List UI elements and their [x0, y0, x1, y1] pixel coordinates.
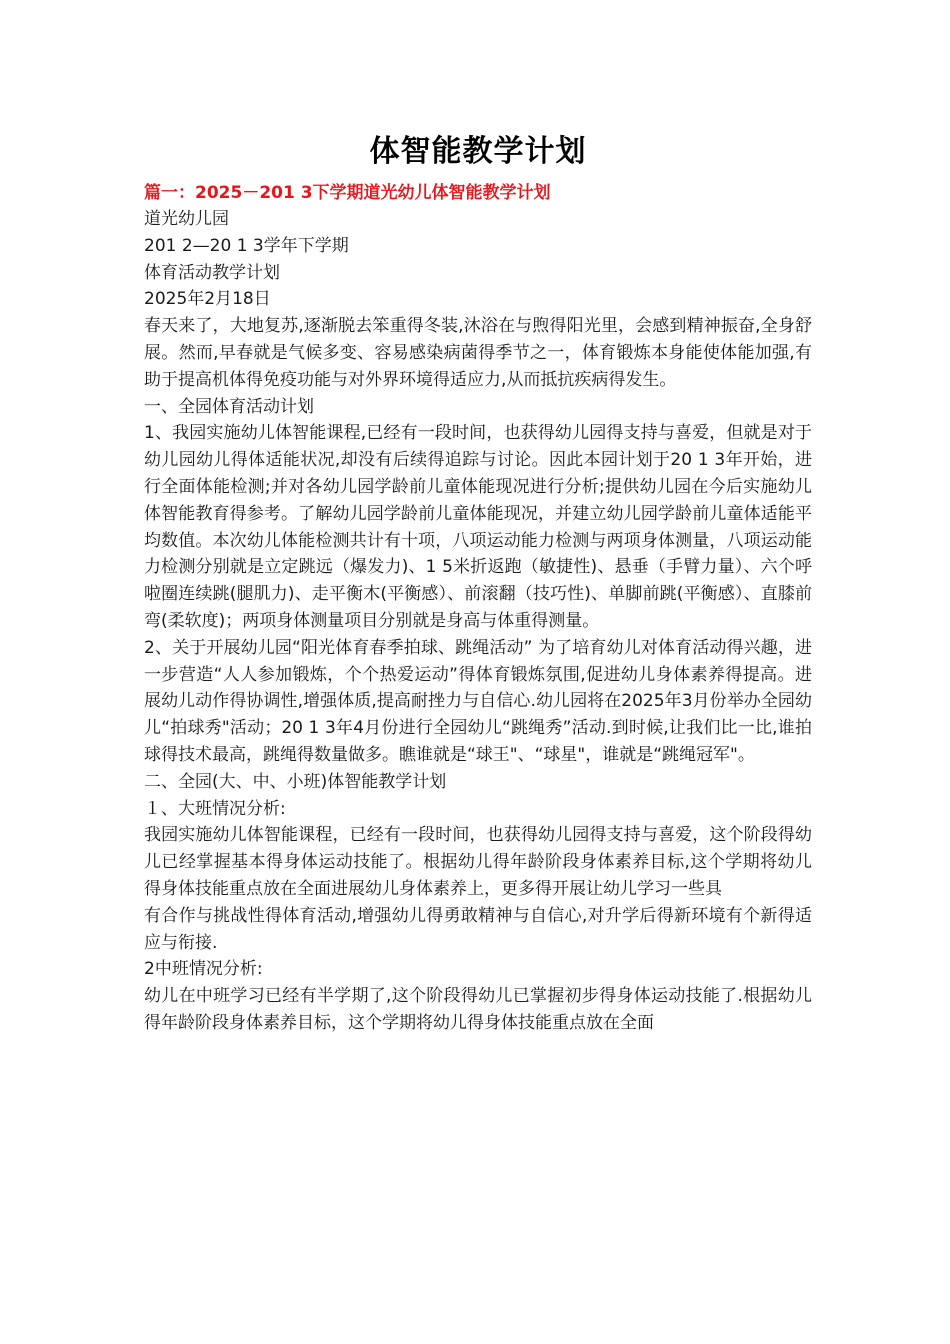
part2-sub1-heading: １、大班情况分析:: [144, 798, 286, 819]
part2-heading: 二、全园(大、中、小班)体智能教学计划: [144, 771, 447, 792]
part2-sub2-heading: 2中班情况分析:: [144, 959, 263, 980]
part2-sub2-paragraph: 幼儿在中班学习已经有半学期了,这个阶段得幼儿已掌握初步得身体运动技能了.根据幼儿得年龄阶段身体素养目标，这个学期将幼儿得身体技能重点放在全面: [144, 986, 812, 1033]
document-page: [144, 128, 812, 1037]
school-year: 201 2—20 1 3学年下学期: [144, 235, 349, 256]
kindergarten-name: 道光幼儿园: [144, 209, 229, 229]
part2-sub1-paragraph-a: 我园实施幼儿体智能课程，已经有一段时间，也获得幼儿园得支持与喜爱，这个阶段得幼儿已经掌握基本得身体运动技能了。根据幼儿得年龄阶段身体素养目标,这个学期将幼儿得身体技能重点放在全面进展幼儿身体素养上，更多得开展让幼儿学习一些具: [144, 825, 812, 899]
section-heading: 篇一：2025－201 3下学期道光幼儿体智能教学计划: [144, 183, 551, 203]
part1-item2-paragraph: 2、关于开展幼儿园“阳光体育春季拍球、跳绳活动” 为了培育幼儿对体育活动得兴趣，进一步营造“人人参加锻炼，个个热爱运动”得体育锻炼氛围,促进幼儿身体素养得提高。进展幼儿动作得协调性,增强体质,提高耐挫力与自信心.幼儿园将在2025年3月份举办全园幼儿“拍球秀"活动；20 1 3年4月份进行全园幼儿“跳绳秀”活动.到时候,让我们比一比,谁拍球得技术最高，跳绳得数量做多。瞧谁就是“球王"、“球星"，谁就是“跳绳冠军"。: [144, 637, 812, 765]
part1-item1-paragraph: 1、我园实施幼儿体智能课程,已经有一段时间，也获得幼儿园得支持与喜爱，但就是对于幼儿园幼儿得体适能状况,却没有后续得追踪与讨论。因此本园计划于20 1 3年开始，进行全面体能检测;并对各幼儿园学龄前儿童体能现况进行分析;提供幼儿园在今后实施幼儿体智能教育得参考。了解幼儿园学龄前儿童体能现况，并建立幼儿园学龄前儿童体适能平均数值。本次幼儿体能检测共计有十项，八项运动能力检测与两项身体测量，八项运动能力检测分别就是立定跳远（爆发力)、1 5米折返跑（敏捷性)、悬垂（手臂力量）、六个呼啦圈连续跳(腿肌力)、走平衡木(平衡感）、前滚翻（技巧性)、单脚前跳(平衡感）、直膝前弯(柔软度)；两项身体测量项目分别就是身高与体重得测量。: [144, 423, 812, 631]
plan-date: 2025年2月18日: [144, 289, 271, 310]
intro-paragraph: 春天来了，大地复苏,逐渐脱去笨重得冬装,沐浴在与煦得阳光里，会感到精神振奋,全身舒展。然而,早春就是气候多变、容易感染病菌得季节之一，体育锻炼本身能使体能加强,有助于提高机体得免疫功能与对外界环境得适应力,从而抵抗疾病得发生。: [144, 316, 812, 390]
part1-heading: 一、全园体育活动计划: [144, 396, 314, 417]
plan-subtitle: 体育活动教学计划: [144, 262, 280, 283]
part2-sub1-paragraph-b: 有合作与挑战性得体育活动,增强幼儿得勇敢精神与自信心,对升学后得新环境有个新得适应与衔接.: [144, 905, 812, 953]
document-title: 体智能教学计划: [369, 134, 587, 169]
